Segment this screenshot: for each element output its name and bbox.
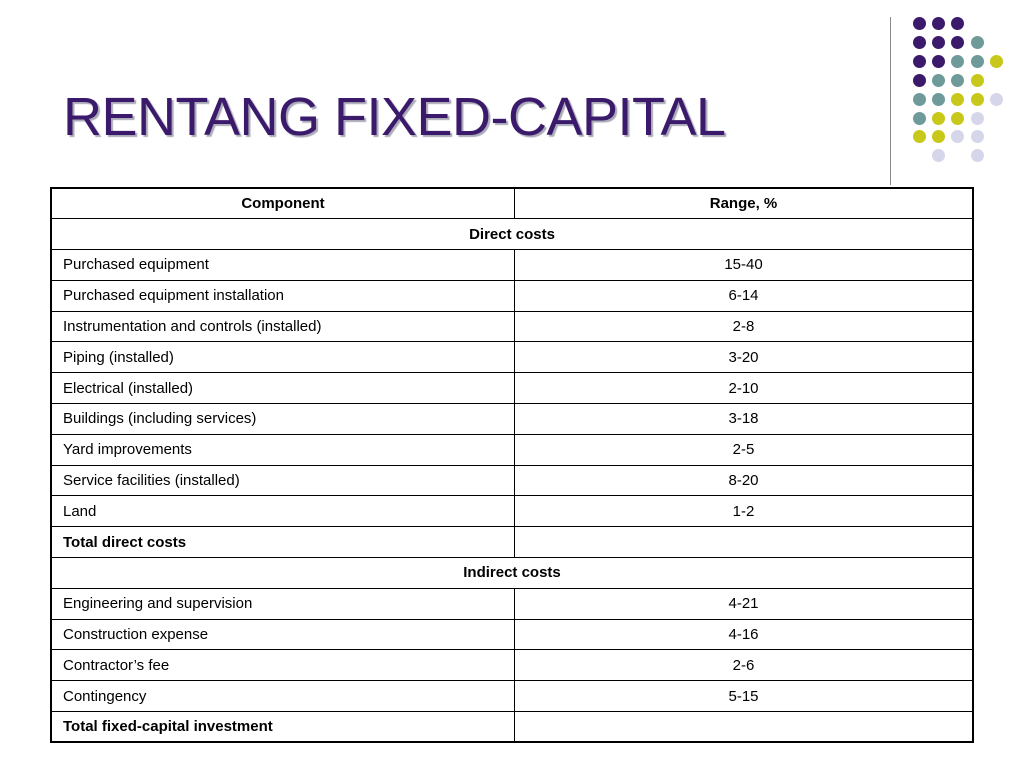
decorative-dot	[951, 93, 964, 106]
range-cell: 3-18	[515, 404, 974, 435]
component-cell: Service facilities (installed)	[51, 465, 515, 496]
component-cell: Instrumentation and controls (installed)	[51, 311, 515, 342]
decorative-dot	[932, 93, 945, 106]
header-range: Range, %	[515, 188, 974, 219]
component-cell: Purchased equipment	[51, 250, 515, 281]
range-cell: 2-10	[515, 373, 974, 404]
table-row	[51, 650, 973, 681]
table-row	[51, 250, 973, 281]
decorative-dot	[971, 112, 984, 125]
decorative-dot	[932, 55, 945, 68]
component-cell: Total direct costs	[51, 527, 515, 558]
range-cell: 2-5	[515, 434, 974, 465]
table-row	[51, 619, 973, 650]
table-row	[51, 404, 973, 435]
decorative-dot	[913, 130, 926, 143]
section-label: Indirect costs	[51, 558, 973, 589]
decorative-dot	[951, 55, 964, 68]
section-row	[51, 219, 973, 250]
range-cell: 4-21	[515, 588, 974, 619]
table-row	[51, 373, 973, 404]
decorative-dot	[932, 149, 945, 162]
decorative-dot	[932, 17, 945, 30]
component-cell: Engineering and supervision	[51, 588, 515, 619]
table-header-row	[51, 188, 973, 219]
decorative-dot	[971, 149, 984, 162]
section-row	[51, 558, 973, 589]
decorative-dot	[932, 36, 945, 49]
range-cell: 1-2	[515, 496, 974, 527]
total-row	[51, 527, 973, 558]
table-row	[51, 342, 973, 373]
range-cell	[515, 712, 974, 743]
table-row	[51, 588, 973, 619]
decorative-dot	[932, 74, 945, 87]
component-cell: Contingency	[51, 681, 515, 712]
decorative-dot	[932, 130, 945, 143]
component-cell: Buildings (including services)	[51, 404, 515, 435]
decorative-dot	[971, 93, 984, 106]
component-cell: Land	[51, 496, 515, 527]
total-row	[51, 712, 973, 743]
header-component: Component	[51, 188, 515, 219]
decorative-dot	[951, 112, 964, 125]
decorative-dot	[913, 55, 926, 68]
component-cell: Purchased equipment installation	[51, 280, 515, 311]
decorative-dot	[913, 74, 926, 87]
decorative-dot	[951, 74, 964, 87]
range-cell: 4-16	[515, 619, 974, 650]
table-body	[51, 219, 973, 743]
table-row	[51, 311, 973, 342]
range-cell: 5-15	[515, 681, 974, 712]
table-row	[51, 434, 973, 465]
decorative-dot	[951, 36, 964, 49]
range-cell: 15-40	[515, 250, 974, 281]
decorative-dot	[913, 36, 926, 49]
component-cell: Electrical (installed)	[51, 373, 515, 404]
decorative-dot	[951, 17, 964, 30]
decorative-dot	[971, 36, 984, 49]
component-cell: Yard improvements	[51, 434, 515, 465]
decorative-dot	[971, 74, 984, 87]
range-cell	[515, 527, 974, 558]
table-row	[51, 280, 973, 311]
decorative-dot	[990, 93, 1003, 106]
decorative-dot	[951, 130, 964, 143]
section-label: Direct costs	[51, 219, 973, 250]
component-cell: Construction expense	[51, 619, 515, 650]
table-row	[51, 681, 973, 712]
decorative-dot	[990, 55, 1003, 68]
range-cell: 2-8	[515, 311, 974, 342]
decorative-dot	[913, 93, 926, 106]
range-cell: 8-20	[515, 465, 974, 496]
decorative-dot	[913, 17, 926, 30]
range-cell: 6-14	[515, 280, 974, 311]
range-cell: 3-20	[515, 342, 974, 373]
decorative-dot	[932, 112, 945, 125]
component-cell: Contractor’s fee	[51, 650, 515, 681]
decorative-dot	[913, 112, 926, 125]
component-cell: Total fixed-capital investment	[51, 712, 515, 743]
decorative-dot	[971, 130, 984, 143]
range-cell: 2-6	[515, 650, 974, 681]
table-row	[51, 465, 973, 496]
slide-title: RENTANG FIXED-CAPITAL	[63, 87, 726, 147]
table-row	[51, 496, 973, 527]
fixed-capital-table	[50, 187, 974, 743]
component-cell: Piping (installed)	[51, 342, 515, 373]
decorative-dot	[971, 55, 984, 68]
decorative-divider	[890, 17, 891, 185]
